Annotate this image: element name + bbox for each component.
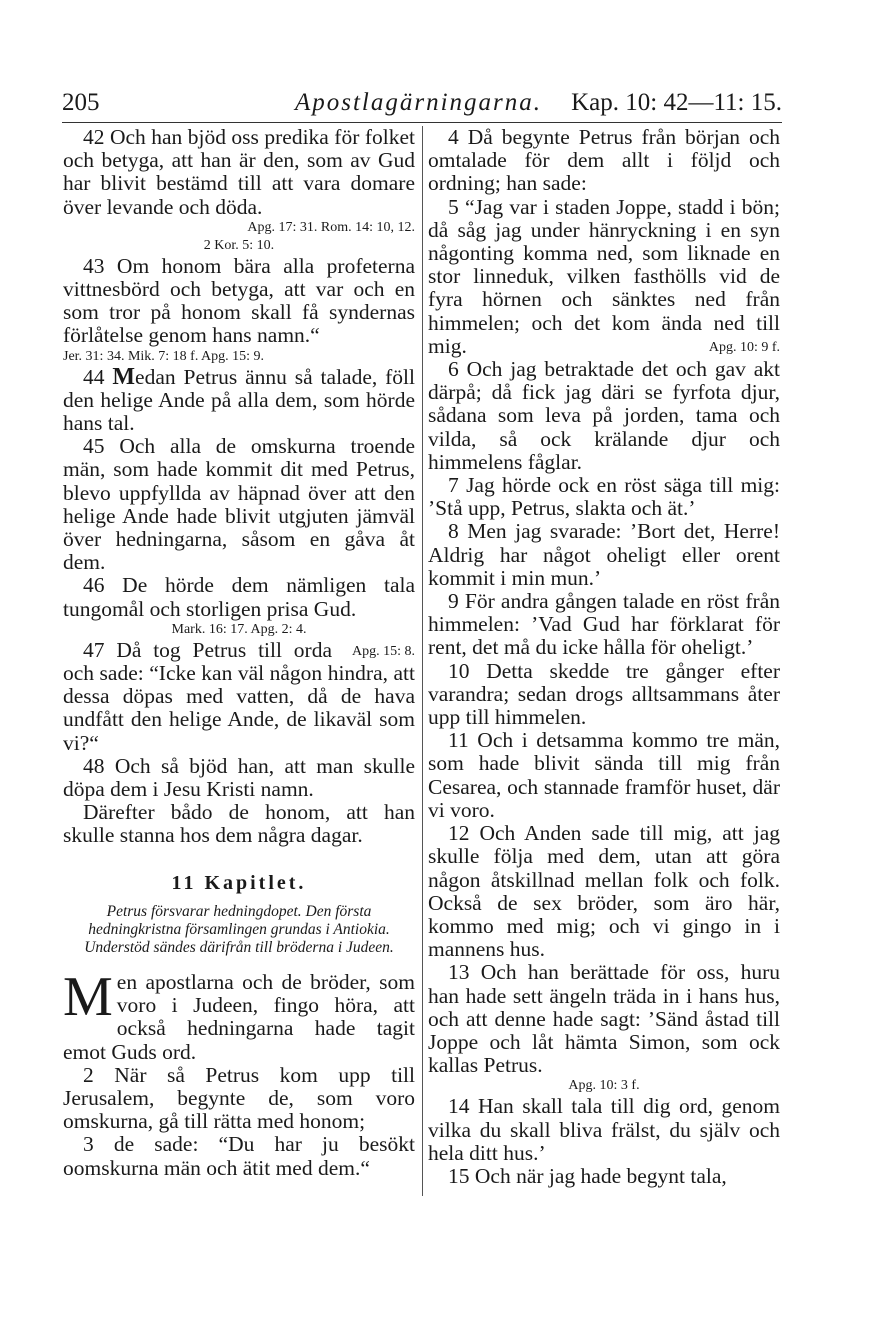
verse-11-6: 6 Och jag betraktade det och gav akt därpå; då fick jag däri se fyrfota djur, sådana som leva på jorden, tama och vilda, så ock krälande djur och himmelens fåglar. [428, 357, 780, 474]
verse-11-3: 3 de sade: “Du har ju besökt oomskurna män och ätit med dem.“ [63, 1132, 415, 1180]
verse-11-10: 10 Detta skedde tre gånger efter varandra; sedan drogs alltsammans åter upp till himmelen. [428, 658, 780, 730]
verse-10-42: 42 Och han bjöd oss predika för folket och betyga, att han är den, som av Gud har blivit bestämd till att vara domare över levande och döda. [63, 125, 415, 219]
verse-10-48-cont: Därefter bådo de honom, att han skulle stanna hos dem några dagar. [63, 800, 415, 848]
verse-text: en apostlarna och de bröder, som voro i Judeen, fingo höra, att också hedningarna hade tagit emot Guds ord. [63, 969, 415, 1064]
drop-cap: M [63, 965, 113, 1028]
chapter-heading: 11 Kapitlet. [171, 871, 307, 894]
verse-11-4: 4 Då begynte Petrus från början och omtalade för dem allt i följd och ordning; han sade: [428, 125, 780, 196]
verse-11-7: 7 Jag hörde ock en röst säga till mig: ’Stå upp, Petrus, slakta och ät.’ [428, 473, 780, 521]
verse-10-43: 43 Om honom bära alla profeterna vittnesbörd och betyga, att var och en som tror på honom skall få syndernas förlåtelse genom hans namn.“ [63, 253, 415, 348]
section-initial: M [112, 363, 136, 390]
verse-text: edan Petrus ännu så talade, föll den helige Ande på alla dem, som hörde hans tal. [63, 364, 415, 436]
page-number: 205 [62, 89, 100, 116]
cross-reference: Apg. 10: 3 f. [568, 1078, 640, 1094]
chapter-summary: Petrus försvarar hedningdopet. Den första hedningkristna församlingen grundas i Antiokia. Understöd sändes därifrån till bröderna i Judeen. [84, 902, 394, 956]
verse-11-13: 13 Och han berättade för oss, huru han hade sett ängeln träda in i hans hus, och att denne hade sagt: ’Sänd åstad till Joppe och låt hämta Simon, som ock kallas Petrus. [428, 960, 780, 1078]
column-divider [422, 126, 423, 1196]
cross-reference: Apg. 10: 9 f. [708, 339, 780, 355]
verse-11-15: 15 Och när jag hade begynt tala, [448, 1163, 727, 1188]
verse-11-12: 12 Och Anden sade till mig, att jag skulle följa med dem, utan att göra någon åtskillnad mellan folk och folk. Också de sex bröder, som äro här, kommo med mig; och vi gingo in i mannens hus. [428, 821, 780, 962]
verse-10-45: 45 Och alla de omskurna troende män, som hade kommit dit med Petrus, blevo uppfyllda av häpnad över att den helige Ande hade blivit utgjuten jämväl över hedningarna, såsom en gåva åt dem. [63, 434, 415, 575]
verse-11-2: 2 När så Petrus kom upp till Jerusalem, begynte de, som voro omskurna, gå till rätta med honom; [63, 1062, 415, 1134]
verse-text: 5 “Jag var i staden Joppe, stadd i bön; då såg jag under hänryckning i en syn någonting komma ned, som liknade en stor linneduk, vilken fasthölls vid de fyra hörnen och sänktes ned från himmelen; och det kom ända ned till mig. [428, 194, 780, 358]
verse-10-44 [63, 363, 415, 436]
chapter-reference: Kap. 10: 42—11: 15. [571, 89, 782, 116]
verse-11-11: 11 Och i detsamma kommo tre män, som hade blivit sända till mig från Cesarea, och stannade framför huset, där vi voro. [428, 728, 780, 822]
cross-reference: Apg. 15: 8. [352, 643, 415, 659]
book-title: Apostlagärningarna. [294, 89, 542, 116]
cross-reference: 2 Kor. 5: 10. [203, 237, 275, 253]
cross-reference: Jer. 31: 34. Mik. 7: 18 f. Apg. 15: 9. [63, 348, 265, 364]
right-column [428, 126, 780, 1188]
page-header [62, 86, 782, 120]
cross-reference: Mark. 16: 17. Apg. 2: 4. [171, 621, 307, 637]
verse-text: 47 Då tog Petrus till orda och sade: “Icke kan väl någon hindra, att dessa döpas med vatten, då de hava undfått den helige Ande, de likaväl som vi?“ [63, 637, 415, 755]
verse-10-48: 48 Och så bjöd han, att man skulle döpa dem i Jesu Kristi namn. [63, 753, 415, 802]
verse-11-14: 14 Han skall tala till dig ord, genom vilka du skall bliva frälst, du själv och hela ditt hus.’ [428, 1094, 780, 1165]
verse-11-9: 9 För andra gången talade en röst från himmelen: ’Vad Gud har förklarat för rent, det må du icke hålla för oheligt.’ [428, 589, 780, 660]
cross-reference: Apg. 17: 31. Rom. 14: 10, 12. [247, 219, 415, 235]
verse-11-5 [428, 196, 780, 358]
header-rule [62, 122, 782, 123]
verse-10-47 [63, 639, 415, 755]
verse-11-8: 8 Men jag svarade: ’Bort det, Herre! Aldrig har något oheligt eller orent kommit i min mun.’ [428, 519, 780, 590]
verse-11-1 [63, 965, 415, 1064]
left-column [63, 126, 415, 1180]
verse-10-46: 46 De hörde dem nämligen tala tungomål och storligen prisa Gud. [63, 573, 415, 621]
verse-number: 44 [83, 364, 113, 389]
